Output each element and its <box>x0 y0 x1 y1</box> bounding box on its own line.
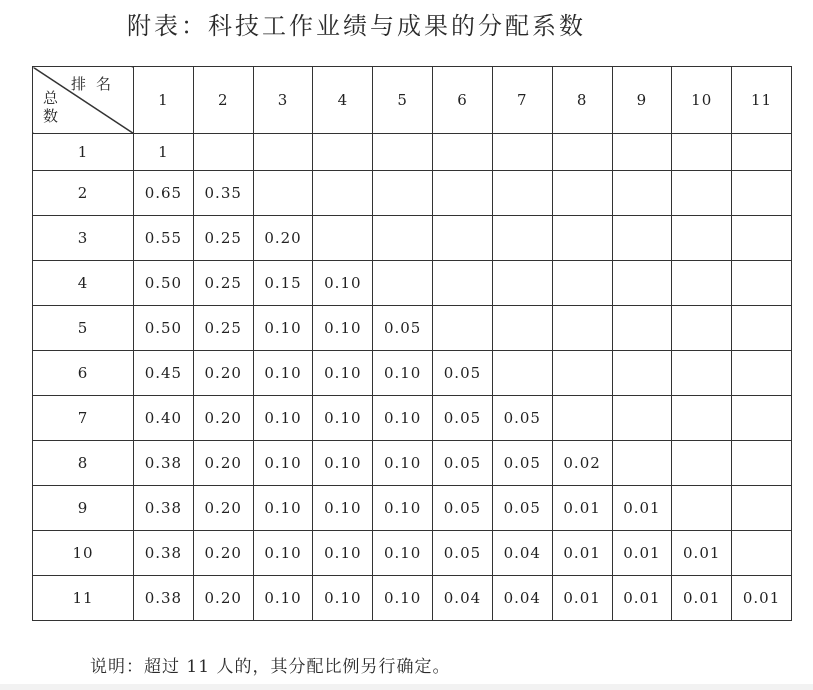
coefficient-cell: 0.05 <box>433 531 493 576</box>
coefficient-cell: 0.50 <box>134 261 194 306</box>
coefficient-cell <box>672 351 732 396</box>
coefficient-cell: 0.25 <box>193 216 253 261</box>
table-row <box>33 306 792 351</box>
coefficient-cell: 0.25 <box>193 306 253 351</box>
coefficient-cell: 0.20 <box>193 531 253 576</box>
header-cell: 11 <box>732 67 792 134</box>
coefficient-cell: 0.10 <box>373 576 433 621</box>
table-row <box>33 531 792 576</box>
coefficient-cell: 0.02 <box>552 441 612 486</box>
row-total-cell: 3 <box>33 216 134 261</box>
row-total-cell: 11 <box>33 576 134 621</box>
coefficient-cell: 0.10 <box>253 441 313 486</box>
coefficient-cell: 0.05 <box>433 351 493 396</box>
coefficient-cell <box>313 134 373 171</box>
coefficient-cell <box>612 351 672 396</box>
coefficient-cell: 0.10 <box>253 351 313 396</box>
header-cell: 7 <box>492 67 552 134</box>
row-total-cell: 9 <box>33 486 134 531</box>
coefficient-cell: 1 <box>134 134 194 171</box>
page-bottom-strip <box>0 684 813 690</box>
row-total-cell: 2 <box>33 171 134 216</box>
coefficient-cell: 0.01 <box>612 531 672 576</box>
coefficient-cell: 0.01 <box>612 486 672 531</box>
header-cell: 8 <box>552 67 612 134</box>
coefficient-cell <box>612 261 672 306</box>
coefficient-cell: 0.10 <box>313 306 373 351</box>
coefficient-cell: 0.20 <box>193 441 253 486</box>
coefficient-cell: 0.10 <box>373 396 433 441</box>
coefficient-cell: 0.15 <box>253 261 313 306</box>
allocation-coefficient-table <box>32 66 792 621</box>
header-cell: 6 <box>433 67 493 134</box>
coefficient-cell: 0.38 <box>134 576 194 621</box>
coefficient-cell <box>612 306 672 351</box>
coefficient-cell: 0.05 <box>433 441 493 486</box>
table-row <box>33 171 792 216</box>
coefficient-cell <box>612 216 672 261</box>
coefficient-cell <box>552 351 612 396</box>
coefficient-cell: 0.01 <box>612 576 672 621</box>
header-cell: 1 <box>134 67 194 134</box>
header-cell: 3 <box>253 67 313 134</box>
corner-total-label: 总数 <box>43 89 65 125</box>
coefficient-cell: 0.01 <box>732 576 792 621</box>
table-header-row <box>33 67 792 134</box>
coefficient-cell: 0.20 <box>193 396 253 441</box>
coefficient-cell <box>732 396 792 441</box>
coefficient-cell: 0.10 <box>253 576 313 621</box>
coefficient-cell <box>672 216 732 261</box>
coefficient-cell <box>373 134 433 171</box>
coefficient-cell <box>552 134 612 171</box>
coefficient-cell: 0.10 <box>313 351 373 396</box>
coefficient-cell <box>732 216 792 261</box>
coefficient-cell: 0.50 <box>134 306 194 351</box>
coefficient-cell: 0.38 <box>134 441 194 486</box>
table-row <box>33 486 792 531</box>
coefficient-cell: 0.05 <box>492 486 552 531</box>
row-total-cell: 10 <box>33 531 134 576</box>
coefficient-cell: 0.10 <box>313 396 373 441</box>
coefficient-cell <box>492 351 552 396</box>
table-row <box>33 351 792 396</box>
coefficient-cell: 0.20 <box>253 216 313 261</box>
header-cell: 9 <box>612 67 672 134</box>
coefficient-cell: 0.05 <box>433 486 493 531</box>
coefficient-cell: 0.04 <box>492 531 552 576</box>
coefficient-cell: 0.05 <box>492 441 552 486</box>
coefficient-cell <box>732 441 792 486</box>
coefficient-cell <box>672 486 732 531</box>
coefficient-cell <box>253 134 313 171</box>
coefficient-cell: 0.01 <box>672 576 732 621</box>
coefficient-cell: 0.10 <box>253 486 313 531</box>
coefficient-cell: 0.10 <box>253 306 313 351</box>
coefficient-cell: 0.10 <box>313 441 373 486</box>
coefficient-cell <box>313 171 373 216</box>
coefficient-cell: 0.01 <box>672 531 732 576</box>
coefficient-cell <box>552 396 612 441</box>
coefficient-cell: 0.10 <box>253 396 313 441</box>
coefficient-cell <box>672 396 732 441</box>
coefficient-cell <box>732 171 792 216</box>
coefficient-cell <box>552 216 612 261</box>
coefficient-cell: 0.01 <box>552 576 612 621</box>
table-corner-cell <box>33 67 134 134</box>
table-row <box>33 396 792 441</box>
header-cell: 10 <box>672 67 732 134</box>
coefficient-cell <box>732 351 792 396</box>
coefficient-cell <box>492 306 552 351</box>
coefficient-cell <box>492 171 552 216</box>
coefficient-cell: 0.38 <box>134 531 194 576</box>
coefficient-cell <box>492 134 552 171</box>
coefficient-cell: 0.05 <box>433 396 493 441</box>
coefficient-cell <box>373 171 433 216</box>
row-total-cell: 6 <box>33 351 134 396</box>
coefficient-cell: 0.10 <box>373 486 433 531</box>
coefficient-cell: 0.01 <box>552 486 612 531</box>
coefficient-cell: 0.10 <box>313 486 373 531</box>
coefficient-cell: 0.05 <box>492 396 552 441</box>
coefficient-cell <box>492 261 552 306</box>
coefficient-cell <box>732 261 792 306</box>
coefficient-cell <box>433 261 493 306</box>
footnote: 说明：超过 11 人的，其分配比例另行确定。 <box>90 657 451 677</box>
coefficient-cell: 0.10 <box>313 261 373 306</box>
coefficient-cell <box>672 171 732 216</box>
coefficient-cell: 0.01 <box>552 531 612 576</box>
coefficient-cell: 0.55 <box>134 216 194 261</box>
header-cell: 4 <box>313 67 373 134</box>
header-cell: 5 <box>373 67 433 134</box>
coefficient-cell: 0.10 <box>313 531 373 576</box>
coefficient-cell <box>552 171 612 216</box>
coefficient-cell: 0.04 <box>433 576 493 621</box>
coefficient-cell: 0.05 <box>373 306 433 351</box>
coefficient-cell <box>672 261 732 306</box>
coefficient-cell <box>732 531 792 576</box>
coefficient-cell: 0.20 <box>193 351 253 396</box>
coefficient-cell: 0.20 <box>193 486 253 531</box>
coefficient-cell <box>433 134 493 171</box>
coefficient-cell: 0.10 <box>373 531 433 576</box>
coefficient-cell <box>732 134 792 171</box>
coefficient-cell: 0.04 <box>492 576 552 621</box>
header-cell: 2 <box>193 67 253 134</box>
coefficient-cell: 0.38 <box>134 486 194 531</box>
coefficient-cell <box>373 216 433 261</box>
coefficient-cell: 0.35 <box>193 171 253 216</box>
coefficient-cell: 0.10 <box>253 531 313 576</box>
coefficient-cell <box>672 441 732 486</box>
table-row <box>33 441 792 486</box>
coefficient-cell <box>612 396 672 441</box>
coefficient-cell <box>612 441 672 486</box>
row-total-cell: 5 <box>33 306 134 351</box>
corner-rank-label: 排名 <box>70 75 121 93</box>
coefficient-cell <box>433 306 493 351</box>
coefficient-cell <box>732 306 792 351</box>
coefficient-cell: 0.65 <box>134 171 194 216</box>
table-row <box>33 216 792 261</box>
row-total-cell: 7 <box>33 396 134 441</box>
table-row <box>33 261 792 306</box>
coefficient-cell: 0.10 <box>313 576 373 621</box>
coefficient-cell: 0.10 <box>373 351 433 396</box>
coefficient-cell <box>313 216 373 261</box>
coefficient-cell: 0.10 <box>373 441 433 486</box>
row-total-cell: 4 <box>33 261 134 306</box>
coefficient-cell <box>672 134 732 171</box>
row-total-cell: 1 <box>33 134 134 171</box>
coefficient-cell <box>612 171 672 216</box>
coefficient-cell: 0.25 <box>193 261 253 306</box>
coefficient-cell <box>492 216 552 261</box>
coefficient-cell <box>552 261 612 306</box>
page-title: 附表：科技工作业绩与成果的分配系数 <box>127 12 586 40</box>
coefficient-cell <box>672 306 732 351</box>
table-row <box>33 134 792 171</box>
coefficient-cell <box>552 306 612 351</box>
coefficient-cell <box>433 216 493 261</box>
coefficient-cell: 0.40 <box>134 396 194 441</box>
row-total-cell: 8 <box>33 441 134 486</box>
coefficient-cell <box>373 261 433 306</box>
coefficient-cell <box>433 171 493 216</box>
coefficient-cell: 0.45 <box>134 351 194 396</box>
table-row <box>33 576 792 621</box>
coefficient-cell <box>612 134 672 171</box>
coefficient-cell <box>193 134 253 171</box>
coefficient-cell: 0.20 <box>193 576 253 621</box>
coefficient-cell <box>253 171 313 216</box>
coefficient-cell <box>732 486 792 531</box>
